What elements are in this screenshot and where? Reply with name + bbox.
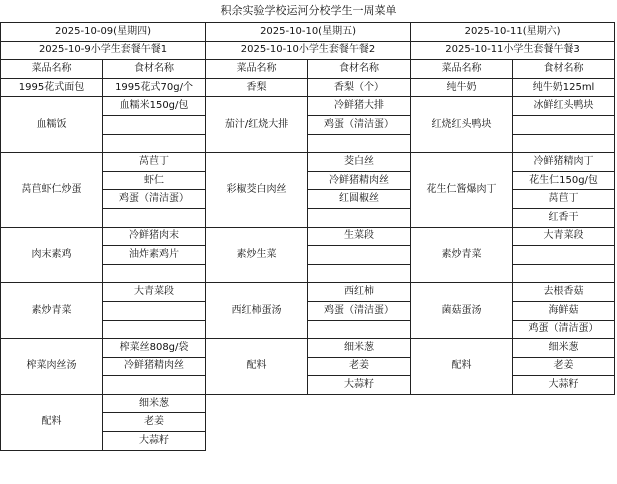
ingredient-cell: 红香干 (513, 208, 615, 227)
ingredient-cell: 鸡蛋（清洁蛋） (513, 320, 615, 339)
dish-cell: 配料 (1, 394, 103, 450)
dish-name-header: 菜品名称 (1, 60, 103, 79)
header-row (1, 60, 615, 79)
ingredient-cell: 大青菜段 (103, 283, 206, 302)
ingredient-cell (103, 320, 206, 339)
meal-title: 2025-10-10小学生套餐午餐2 (206, 41, 411, 60)
dish-cell: 榨菜肉丝汤 (1, 339, 103, 395)
day-date: 2025-10-09(星期四) (1, 23, 206, 42)
ingredient-cell: 海鲜菇 (513, 301, 615, 320)
menu-row (1, 283, 615, 302)
menu-table (0, 22, 615, 451)
ingredient-cell (308, 320, 411, 339)
meal-title: 2025-10-9小学生套餐午餐1 (1, 41, 206, 60)
dish-cell: 彩椒茭白肉丝 (206, 153, 308, 227)
ingredient-cell: 大蒜籽 (513, 376, 615, 395)
ingredient-cell (103, 264, 206, 283)
ingredient-cell: 纯牛奶125ml (513, 78, 615, 97)
ingredient-name-header: 食材名称 (308, 60, 411, 79)
ingredient-cell: 细米葱 (308, 339, 411, 358)
dish-cell: 素炒青菜 (411, 227, 513, 283)
ingredient-cell: 鸡蛋（清洁蛋） (308, 301, 411, 320)
ingredient-cell: 红圆椒丝 (308, 190, 411, 209)
ingredient-cell: 冷鲜猪肉末 (103, 227, 206, 246)
ingredient-cell: 冰鲜红头鸭块 (513, 97, 615, 116)
day-date: 2025-10-10(星期五) (206, 23, 411, 42)
ingredient-cell: 西红柿 (308, 283, 411, 302)
ingredient-cell (513, 264, 615, 283)
ingredient-cell: 大蒜籽 (103, 432, 206, 451)
menu-row (1, 394, 615, 413)
ingredient-cell: 老姜 (103, 413, 206, 432)
ingredient-cell: 去根香菇 (513, 283, 615, 302)
ingredient-cell: 1995花式70g/个 (103, 78, 206, 97)
dish-cell: 1995花式面包 (1, 78, 103, 97)
ingredient-cell (308, 246, 411, 265)
ingredient-cell (513, 134, 615, 153)
dish-cell: 莴苣虾仁炒蛋 (1, 153, 103, 227)
dish-cell: 茄汁/红烧大排 (206, 97, 308, 153)
ingredient-cell (103, 376, 206, 395)
dish-cell: 配料 (411, 339, 513, 395)
ingredient-cell: 冷鲜猪精肉丝 (308, 171, 411, 190)
dish-cell: 素炒生菜 (206, 227, 308, 283)
menu-row (1, 227, 615, 246)
menu-row (1, 97, 615, 116)
ingredient-cell (103, 134, 206, 153)
ingredient-cell (308, 264, 411, 283)
ingredient-cell: 冷鲜猪精肉丝 (103, 357, 206, 376)
ingredient-cell (103, 115, 206, 134)
ingredient-cell: 虾仁 (103, 171, 206, 190)
dish-cell: 红烧红头鸭块 (411, 97, 513, 153)
ingredient-cell (513, 246, 615, 265)
dish-cell: 菌菇蛋汤 (411, 283, 513, 339)
ingredient-cell: 花生仁150g/包 (513, 171, 615, 190)
menu-row (1, 153, 615, 172)
dish-cell: 纯牛奶 (411, 78, 513, 97)
ingredient-cell: 香梨（个） (308, 78, 411, 97)
ingredient-cell: 细米葱 (513, 339, 615, 358)
dish-cell: 香梨 (206, 78, 308, 97)
ingredient-cell: 冷鲜猪精肉丁 (513, 153, 615, 172)
ingredient-cell: 血糯米150g/包 (103, 97, 206, 116)
ingredient-cell: 细米葱 (103, 394, 206, 413)
dish-name-header: 菜品名称 (411, 60, 513, 79)
ingredient-cell (308, 208, 411, 227)
ingredient-cell (103, 301, 206, 320)
ingredient-cell: 生菜段 (308, 227, 411, 246)
ingredient-cell: 大青菜段 (513, 227, 615, 246)
meal-title: 2025-10-11小学生套餐午餐3 (411, 41, 615, 60)
ingredient-cell: 鸡蛋（清洁蛋） (103, 190, 206, 209)
day-date: 2025-10-11(星期六) (411, 23, 615, 42)
ingredient-cell: 鸡蛋（清洁蛋） (308, 115, 411, 134)
sheet-title: 积余实验学校运河分校学生一周菜单 (220, 4, 397, 17)
ingredient-cell (513, 115, 615, 134)
ingredient-cell (103, 208, 206, 227)
ingredient-cell: 大蒜籽 (308, 376, 411, 395)
ingredient-cell (308, 134, 411, 153)
ingredient-cell: 老姜 (513, 357, 615, 376)
meal-row (1, 41, 615, 60)
ingredient-cell: 冷鲜猪大排 (308, 97, 411, 116)
ingredient-cell: 莴苣丁 (103, 153, 206, 172)
menu-row (1, 78, 615, 97)
ingredient-cell: 莴苣丁 (513, 190, 615, 209)
dish-cell: 血糯饭 (1, 97, 103, 153)
dish-name-header: 菜品名称 (206, 60, 308, 79)
date-row (1, 23, 615, 42)
ingredient-cell: 茭白丝 (308, 153, 411, 172)
dish-cell: 西红柿蛋汤 (206, 283, 308, 339)
dish-cell: 肉末素鸡 (1, 227, 103, 283)
menu-row (1, 339, 615, 358)
ingredient-cell: 老姜 (308, 357, 411, 376)
dish-cell: 配料 (206, 339, 308, 395)
dish-cell: 花生仁酱爆肉丁 (411, 153, 513, 227)
dish-cell: 素炒青菜 (1, 283, 103, 339)
ingredient-name-header: 食材名称 (513, 60, 615, 79)
ingredient-cell: 榨菜丝808g/袋 (103, 339, 206, 358)
ingredient-name-header: 食材名称 (103, 60, 206, 79)
ingredient-cell: 油炸素鸡片 (103, 246, 206, 265)
